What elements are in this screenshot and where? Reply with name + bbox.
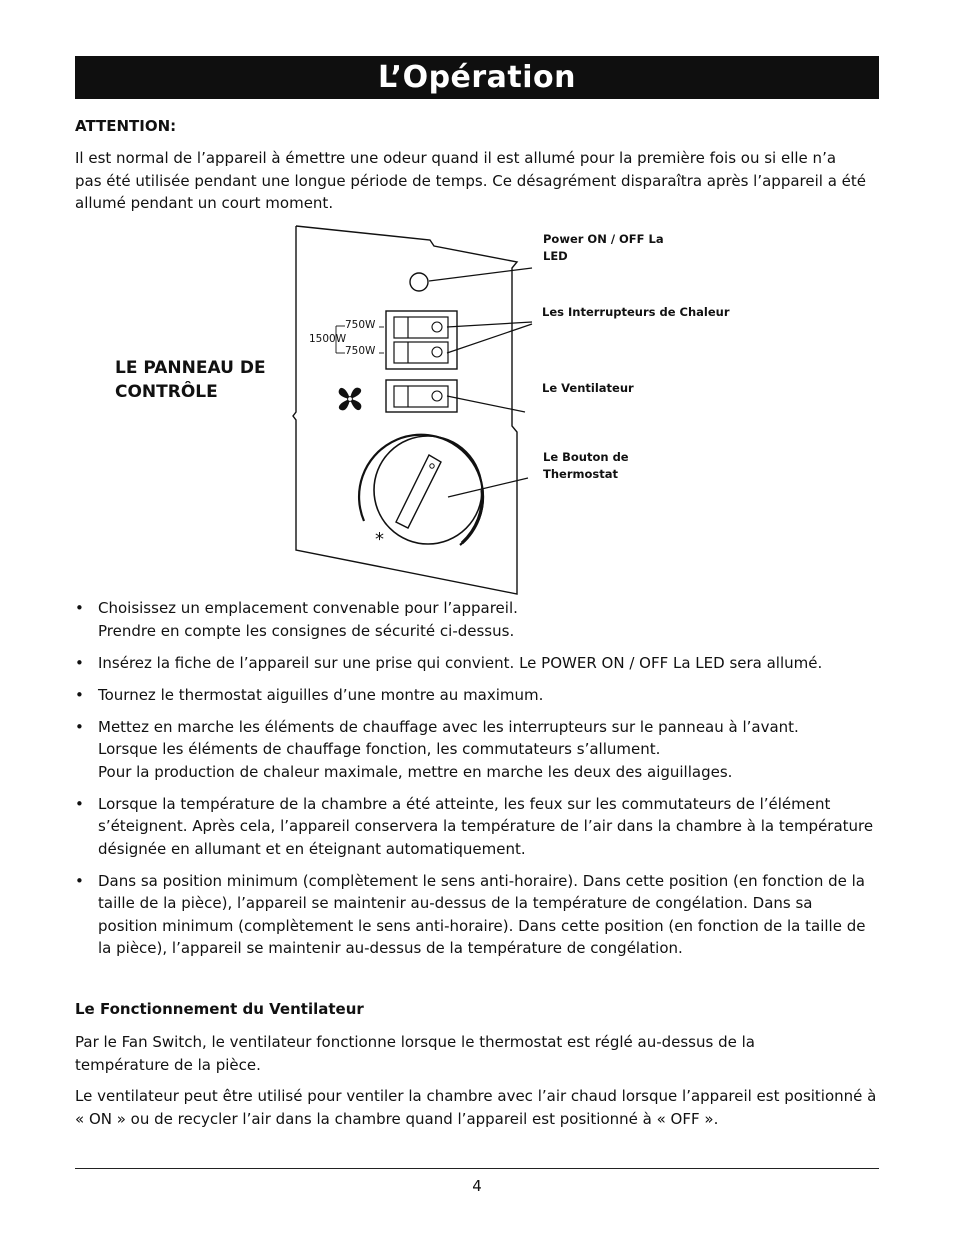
heat-switch-1	[394, 317, 448, 338]
fan-section-heading: Le Fonctionnement du Ventilateur	[75, 1000, 364, 1018]
list-item: • Dans sa position minimum (complètement le sens anti-horaire). Dans cette position (en fonction de la taille de la pièce), l’appareil se maintenir au-dessus de la température de congélation. Dans sa position minimum (complètement le sens anti-horaire). Dans cette position (en fonction de la taille de la pièce), l’appareil se maintenir au-dessus de la température de congélation.	[75, 870, 885, 960]
control-panel-diagram	[0, 0, 954, 600]
attention-line: Il est normal de l’appareil à émettre une odeur quand il est allumé pour la première fois ou si elle n’a	[75, 149, 837, 167]
attention-line: allumé pendant un court moment.	[75, 194, 334, 212]
fan-icon	[339, 388, 362, 411]
fan-paragraph-2: Le ventilateur peut être utilisé pour ventiler la chambre avec l’air chaud lorsque l’appareil est positionné à « ON » ou de recycler l’air dans la chambre quand l’appareil est positionné à « OFF ».	[75, 1087, 877, 1128]
power-led-label: Power ON / OFF La LED	[543, 232, 664, 263]
list-item: • Choisissez un emplacement convenable pour l’appareil. Prendre en compte les consignes de sécurité ci-dessus.	[75, 597, 885, 642]
list-item: • Mettez en marche les éléments de chauffage avec les interrupteurs sur le panneau à l’avant. Lorsque les éléments de chauffage fonction, les commutateurs s’allument. Pour la production de chaleur maximale, mettre en marche les deux des aiguillages.	[75, 716, 885, 784]
instruction-list	[75, 597, 885, 969]
heat-switch-2	[394, 342, 448, 363]
fan-switch	[394, 386, 448, 407]
wattage-bottom-label: 750W	[345, 345, 376, 357]
fan-paragraph-1: Par le Fan Switch, le ventilateur fonctionne lorsque le thermostat est réglé au-dessus de la température de la pièce.	[75, 1033, 755, 1074]
heat-switches-label: Les Interrupteurs de Chaleur	[542, 305, 730, 319]
list-item: • Insérez la fiche de l’appareil sur une prise qui convient. Le POWER ON / OFF La LED sera allumé.	[75, 652, 885, 675]
control-panel-title: LE PANNEAU DE CONTRÔLE	[115, 358, 266, 402]
page-number: 4	[472, 1177, 482, 1195]
list-item: • Tournez le thermostat aiguilles d’une montre au maximum.	[75, 684, 885, 707]
dial-min-mark: *	[375, 529, 384, 550]
wattage-top-label: 750W	[345, 319, 376, 331]
page-title: L’Opération	[75, 56, 879, 99]
heat-switch-housing	[386, 311, 457, 369]
attention-heading: ATTENTION:	[75, 117, 177, 135]
fan-label: Le Ventilateur	[542, 381, 634, 395]
thermostat-label: Le Bouton de Thermostat	[543, 450, 629, 481]
list-item: • Lorsque la température de la chambre a été atteinte, les feux sur les commutateurs de l’élément s’éteignent. Après cela, l’appareil conservera la température de l’air dans la chambre à la température désignée en allumant et en éteignant automatiquement.	[75, 793, 885, 861]
power-led-icon	[410, 273, 428, 291]
attention-line: pas été utilisée pendant une longue période de temps. Ce désagrément disparaîtra après l’appareil a été	[75, 171, 866, 190]
footer-rule	[75, 1168, 879, 1169]
wattage-total-label: 1500W	[309, 333, 347, 345]
